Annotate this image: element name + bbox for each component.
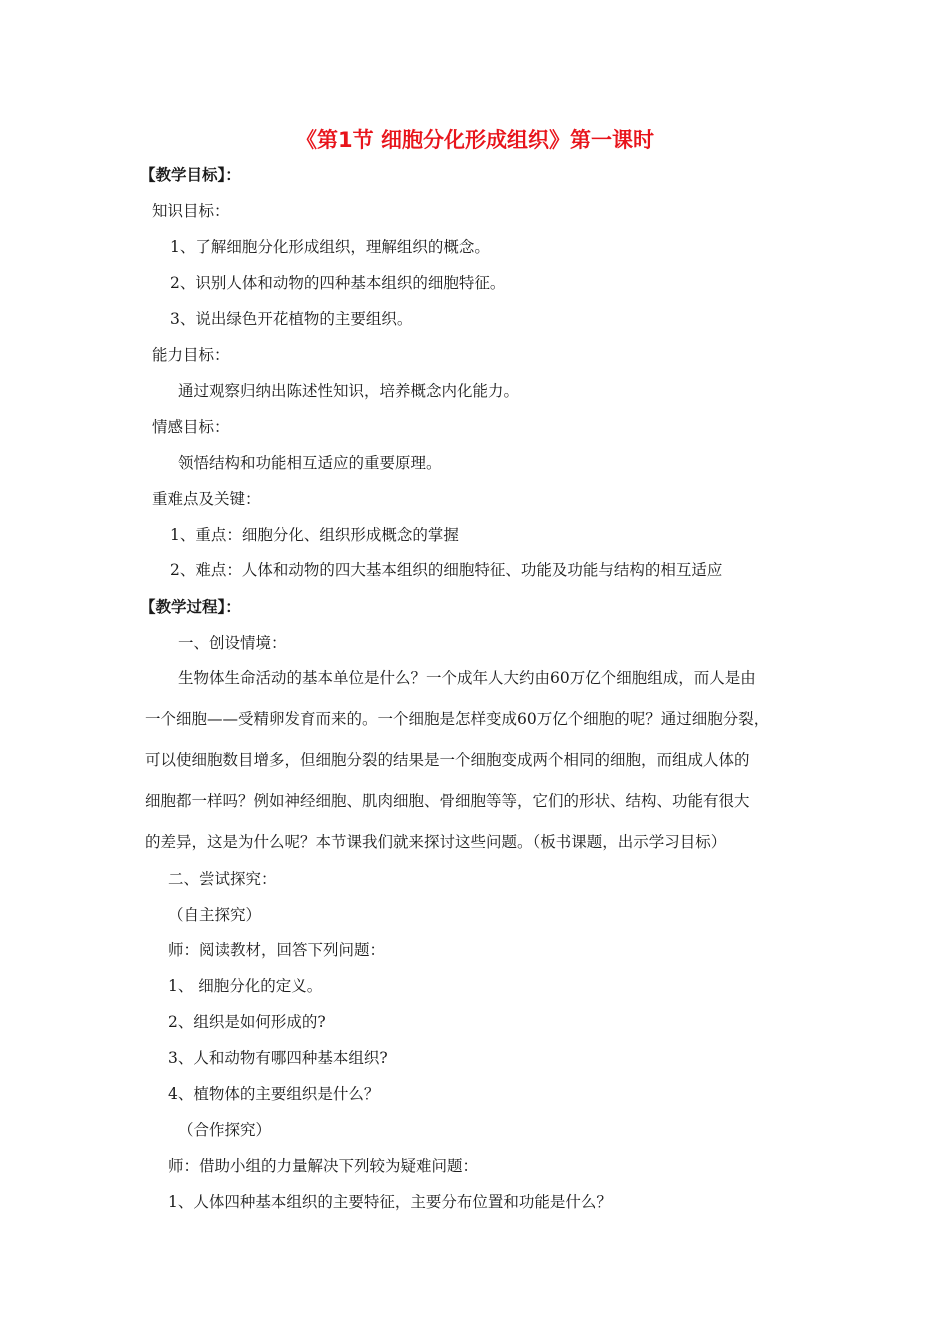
question-item: 3、人和动物有哪四种基本组织?: [168, 1049, 388, 1067]
knowledge-goal-item: 3、说出绿色开花植物的主要组织。: [170, 310, 413, 328]
scene-paragraph-line: 可以使细胞数目增多，但细胞分裂的结果是一个细胞变成两个相同的细胞，而组成人体的: [145, 751, 750, 769]
question-item: 2、组织是如何形成的?: [168, 1013, 326, 1031]
document-title: 《第1节 细胞分化形成组织》第一课时: [296, 128, 654, 152]
emotion-goal-label: 情感目标：: [152, 418, 230, 436]
ability-goal-label: 能力目标：: [152, 346, 230, 364]
scene-paragraph-line: 的差异，这是为什么呢？本节课我们就来探讨这些问题。（板书课题，出示学习目标）: [145, 833, 727, 851]
scene-paragraph-line: 一个细胞——受精卵发育而来的。一个细胞是怎样变成60万亿个细胞的呢？通过细胞分裂，: [145, 710, 770, 728]
coop-explore-label: （合作探究）: [178, 1121, 272, 1139]
knowledge-goal-item: 2、识别人体和动物的四种基本组织的细胞特征。: [170, 274, 506, 292]
scene-paragraph-line: 生物体生命活动的基本单位是什么？一个成年人大约由60万亿个细胞组成，而人是由: [178, 669, 756, 687]
key-point-item: 2、难点：人体和动物的四大基本组织的细胞特征、功能及功能与结构的相互适应: [170, 561, 723, 579]
teacher-read-instruction: 师：阅读教材，回答下列问题：: [168, 941, 386, 959]
self-explore-label: （自主探究）: [168, 906, 262, 924]
section-heading-goals: 【教学目标】：: [140, 166, 241, 184]
scene-label: 一、创设情境：: [178, 634, 287, 652]
question-item: 1、 细胞分化的定义。: [168, 977, 323, 995]
emotion-goal-text: 领悟结构和功能相互适应的重要原理。: [178, 454, 442, 472]
teacher-group-instruction: 师：借助小组的力量解决下列较为疑难问题：: [168, 1157, 479, 1175]
question-item: 4、植物体的主要组织是什么？: [168, 1085, 380, 1103]
explore-label: 二、尝试探究：: [168, 870, 277, 888]
section-heading-process: 【教学过程】：: [140, 598, 241, 616]
key-point-item: 1、重点：细胞分化、组织形成概念的掌握: [170, 526, 459, 544]
knowledge-goal-item: 1、了解细胞分化形成组织，理解组织的概念。: [170, 238, 490, 256]
scene-paragraph-line: 细胞都一样吗？例如神经细胞、肌肉细胞、骨细胞等等，它们的形状、结构、功能有很大: [145, 792, 750, 810]
coop-question-item: 1、人体四种基本组织的主要特征，主要分布位置和功能是什么？: [168, 1193, 612, 1211]
key-points-label: 重难点及关键：: [152, 490, 261, 508]
knowledge-goal-label: 知识目标：: [152, 202, 230, 220]
ability-goal-text: 通过观察归纳出陈述性知识，培养概念内化能力。: [178, 382, 520, 400]
